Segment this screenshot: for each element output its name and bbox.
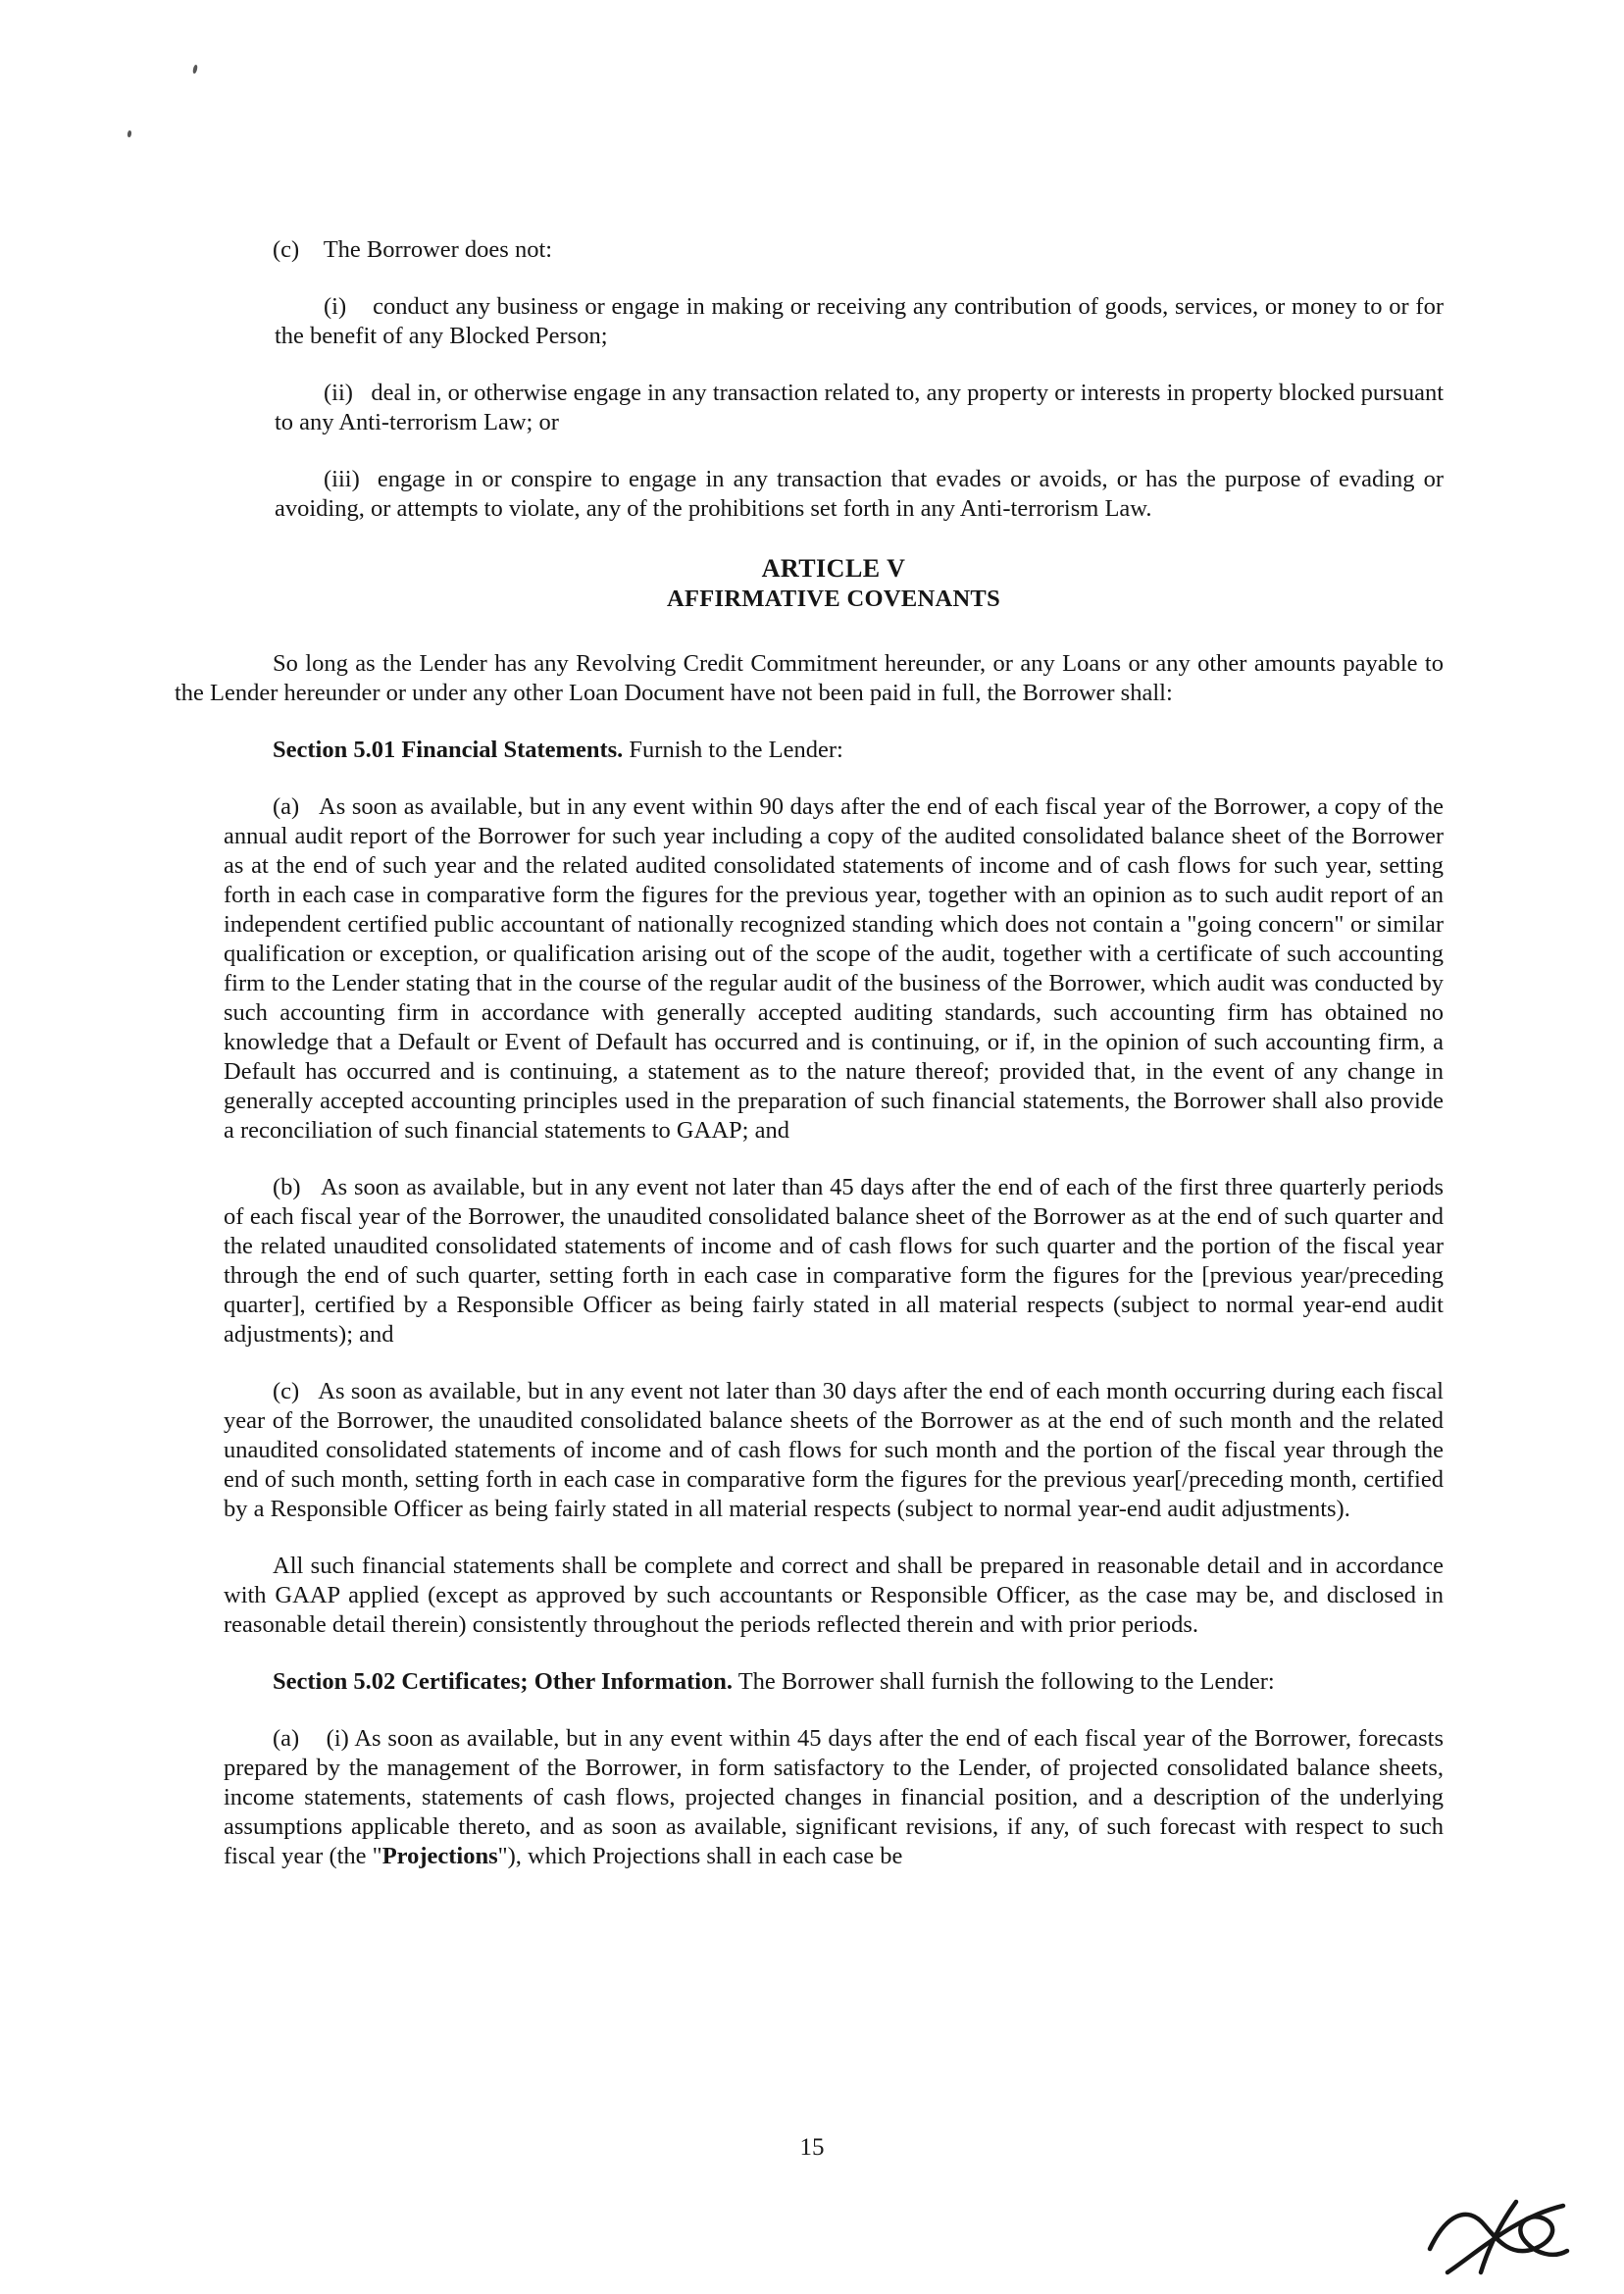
clause-c-item-iii: (iii) engage in or conspire to engage in any transaction that evades or avoids, or has the purpose of evading or avoiding, or attempts to violate, any of the prohibitions set forth in any Anti-terrorism Law.	[275, 466, 1444, 522]
section-501-label: Section 5.01 Financial Statements.	[273, 737, 624, 763]
article-subtitle: AFFIRMATIVE COVENANTS	[666, 586, 1001, 612]
clause-c-item-ii: (ii) deal in, or otherwise engage in any transaction related to, any property or interests in property blocked pursuant to any Anti-terrorism Law; or	[275, 380, 1444, 435]
paragraph-502-a-post: "), which Projections shall in each case be	[497, 1843, 903, 1869]
projections-defined-term: Projections	[381, 1843, 498, 1869]
document-body	[175, 235, 1444, 1899]
page-number: 15	[799, 2134, 825, 2161]
clause-c-intro: (c) The Borrower does not:	[273, 236, 553, 263]
paragraph-502-a-pre: (a) (i) As soon as available, but in any event within 45 days after the end of each fiscal year of the Borrower, forecasts prepared by the management of the Borrower, in form satisfactory to the Lender, of projected consolidated balance sheets, income statements, statements of cash flows, projected changes in financial position, and a description of the underlying assumptions applicable thereto, and as soon as available, significant revisions, if any, of such forecast with respect to such fiscal year (the "	[224, 1725, 1444, 1869]
section-501-tail: Furnish to the Lender:	[623, 737, 843, 763]
paragraph-501-closing: All such financial statements shall be complete and correct and shall be prepared in reasonable detail and in accordance with GAAP applied (except as approved by such accountants or Responsible Officer, as the case may be, and disclosed in reasonable detail therein) consistently throughout the periods reflected therein and with prior periods.	[224, 1553, 1444, 1638]
paragraph-501-c: (c) As soon as available, but in any event not later than 30 days after the end of each month occurring during each fiscal year of the Borrower, the unaudited consolidated balance sheets of the Borrower as at the end of such month and the related unaudited consolidated statements of income and of cash flows for such month and the portion of the fiscal year through the end of such month, setting forth in each case in comparative form the figures for the previous year[/preceding month, certified by a Responsible Officer as being fairly stated in all material respects (subject to normal year-end audit adjustments).	[224, 1378, 1444, 1522]
stray-mark-icon	[127, 130, 132, 137]
signature-scribble-icon	[1420, 2186, 1577, 2280]
section-502-label: Section 5.02 Certificates; Other Information.	[273, 1668, 734, 1695]
paragraph-501-a: (a) As soon as available, but in any event within 90 days after the end of each fiscal year of the Borrower, a copy of the annual audit report of the Borrower for such year including a copy of the audited consolidated balance sheet of the Borrower as at the end of such year and the related audited consolidated statements of income and of cash flows for such year, setting forth in each case in comparative form the figures for the previous year, together with an opinion as to such audit report of an independent certified public accountant of nationally recognized standing which does not contain a "going concern" or similar qualification or exception, or qualification arising out of the scope of the audit, together with a certificate of such accounting firm to the Lender stating that in the course of the regular audit of the business of the Borrower, which audit was conducted by such accounting firm in accordance with generally accepted auditing standards, such accounting firm has obtained no knowledge that a Default or Event of Default has occurred and is continuing, or if, in the opinion of such accounting firm, a Default has occurred and is continuing, a statement as to the nature thereof; provided that, in the event of any change in generally accepted accounting principles used in the preparation of such financial statements, the Borrower shall also provide a reconciliation of such financial statements to GAAP; and	[224, 793, 1444, 1144]
section-501-heading-line	[224, 736, 1444, 765]
paragraph-502-a	[224, 1724, 1444, 1871]
section-502-tail: The Borrower shall furnish the following to the Lender:	[733, 1668, 1275, 1695]
covenants-intro-paragraph: So long as the Lender has any Revolving Credit Commitment hereunder, or any Loans or any other amounts payable to the Lender hereunder or under any other Loan Document have not been paid in full, the Borrower shall:	[175, 650, 1444, 706]
article-title: ARTICLE V	[761, 554, 906, 583]
stray-mark-icon	[192, 65, 198, 75]
clause-c-item-i: (i) conduct any business or engage in making or receiving any contribution of goods, services, or money to or for the benefit of any Blocked Person;	[275, 293, 1444, 349]
section-502-heading-line	[224, 1667, 1444, 1697]
article-heading	[224, 553, 1444, 614]
paragraph-501-b: (b) As soon as available, but in any event not later than 45 days after the end of each of the first three quarterly periods of each fiscal year of the Borrower, the unaudited consolidated balance sheet of the Borrower as at the end of such quarter and the related unaudited consolidated statements of income and of cash flows for such quarter and the portion of the fiscal year through the end of such quarter, setting forth in each case in comparative form the figures for the [previous year/preceding quarter], certified by a Responsible Officer as being fairly stated in all material respects (subject to normal year-end audit adjustments); and	[224, 1174, 1444, 1348]
